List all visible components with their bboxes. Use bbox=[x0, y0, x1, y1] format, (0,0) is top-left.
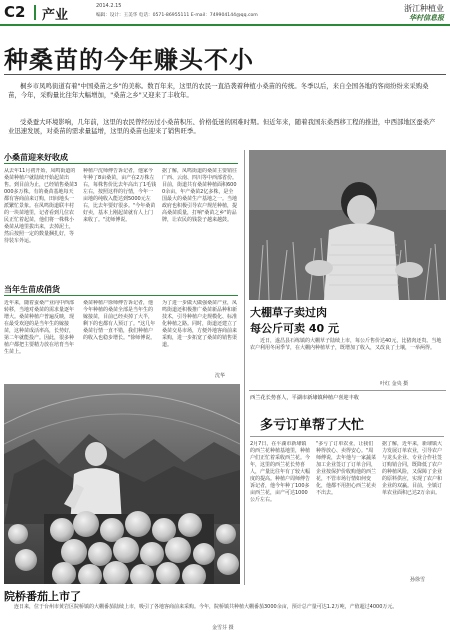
body-column-1: 从去年11月初开始，凤鸣街道的桑苗种植户就陆续开始起苗出售。到目前为止，已经销售桑苗3000多万株。有的桑苗基地每天都有客商前来订购，田间地头一派繁忙景象。在凤鸣街道联丰村的一块苗地里，记者看到几位农民正忙着起苗，他们将一株株小桑苗从地里拔出来，去掉泥土，然后按照一定的数量捆扎好，等待装车外运。 bbox=[4, 168, 78, 244]
subhead-1: 小桑苗迎来好收成 bbox=[4, 153, 68, 162]
lead-paragraph-1: 桐乡市凤鸣街道有着"中国桑苗之乡"的美称。数百年来，这里的农民一直沿袭着种植小桑苗的传统。冬季以后，来自全国各地的客商纷纷来采购桑苗，今年，采购量比往年大幅增加，"桑苗之乡"又迎来了丰收年。 bbox=[8, 82, 429, 99]
section-divider bbox=[34, 5, 36, 20]
headline-rule bbox=[4, 74, 446, 75]
grass-subheadline: 每公斤可卖 40 元 bbox=[250, 322, 339, 335]
order-headline: 多亏订单帮了大忙 bbox=[260, 418, 365, 433]
lead-paragraph-2: 受桑蚕大环境影响，几年前，这里的农民曾经历过小桑苗积压、价格低迷的困难时期。但近年来，随着我国东桑西移工程的推进，中西部地区蚕桑产业迅速发展，对桑苗的需求量猛增，这里的桑苗也迎来了销售旺季。 bbox=[8, 118, 436, 135]
body-column-4: 近年来，随着蚕桑产业向中西部转移，当地对桑苗的需求量逐年增大。桑苗种植户普遍反映，现在最受欢迎的是当年生的嫁接苗，这种苗成活率高，长势好，第二年就能投产。因此，很多种植户都把主要精力放在培育当年生苗上。 bbox=[4, 300, 75, 355]
grass-caption: 近日，遂昌县石练镇的大棚草子陆续上市，每公斤售价达40元，比猪肉还贵。当地农户利用冬闲季节，在大棚内种植草子，既增加了收入，又改良了土壤，一举两得。 bbox=[250, 338, 442, 351]
order-kicker: 西兰花长势喜人，平湖市新埭镇种植户喜迎丰收 bbox=[250, 395, 359, 401]
order-headline-rule bbox=[250, 436, 444, 437]
order-column-c: 据了解，近年来，新埭镇大力发展订单农业，引导农户与龙头企业、专业合作社签订购销合同，既降低了农户的种植风险，又保障了企业的原料供应，实现了农户和企业的双赢。目前，全镇订单农业面积已达2万余亩。 bbox=[382, 441, 443, 496]
grass-credit: 叶红 金央 摄 bbox=[380, 381, 409, 387]
grass-photo bbox=[249, 150, 446, 300]
order-column-a: 2月7日，在平湖市新埭镇的西兰花种植基地里，种植户们正忙着采收西兰花。今年，这里的西兰花长势喜人，产量比往年有了较大幅度的提高。种植户周师傅告诉记者，他今年种了100多亩西兰花，亩产可达1000公斤左右。 bbox=[250, 441, 310, 503]
main-headline: 种桑苗的今年赚头不小 bbox=[4, 46, 254, 74]
body-column-5: 桑苗种植户徐师傅告诉记者，他今年种植的桑苗全部是当年生的嫁接苗，目前已经卖掉了大半，剩下的也都有人预订了。"这几年桑苗行情一直不错，我们种植户的收入也稳步增长。"徐师傅说。 bbox=[83, 300, 156, 341]
paper-title: 浙江种植业 bbox=[404, 4, 444, 13]
right-section-rule bbox=[249, 390, 446, 391]
issue-date: 2014.2.15 bbox=[96, 3, 122, 9]
header-bar bbox=[0, 0, 450, 26]
editor-line: 编辑：设计：王美华 电话：0571-86955111 E-mail：749904144@qq.com bbox=[96, 13, 258, 18]
grass-image bbox=[249, 150, 446, 300]
order-byline: 孙徐雪 bbox=[410, 577, 426, 583]
order-column-b: "多亏了订单农业，让我们种得放心、卖得安心。"周师傅说，去年他与一家蔬菜加工企业签订了订单合同，企业按保护价收购他的西兰花，不管市场行情如何变化，他都不用担心西兰花卖不出去。 bbox=[316, 441, 376, 496]
subhead-2-rule bbox=[4, 295, 238, 296]
section-code: C2 bbox=[4, 3, 26, 21]
body-column-3: 据了解，凤鸣街道的桑苗主要销往广西、云南、四川等中西部省份。目前，街道共有桑苗种植面积6000余亩，年产桑苗2亿多株，是全国最大的桑苗生产基地之一。当地政府也积极引导农户规范种植，提高桑苗质量，打响"桑苗之乡"的品牌，让农民的钱袋子越来越鼓。 bbox=[162, 168, 238, 223]
grass-headline: 大棚草子卖过肉 bbox=[250, 306, 327, 319]
tomato-cluster bbox=[50, 511, 215, 584]
byline-main: 沈华 bbox=[215, 373, 226, 379]
subhead-2: 当年生苗成俏货 bbox=[4, 285, 60, 294]
photo-headline: 院桥番茄上市了 bbox=[4, 590, 81, 603]
header-rule bbox=[0, 24, 450, 26]
tomato-photo bbox=[4, 384, 240, 584]
body-column-2: 种植户沈师傅告诉记者，他家今年种了8亩桑苗，亩产在2万株左右，每株售价比去年高出了1毛钱左右，按照这样的行情，今年一亩地的纯收入能达到5000元左右，比去年要好很多。"今年桑苗好卖，基本上刚起苗就有人上门来收了。"沈师傅说。 bbox=[83, 168, 157, 223]
subhead-1-rule bbox=[4, 163, 238, 164]
column-divider bbox=[244, 150, 245, 585]
photo-credit: 金雪芬 摄 bbox=[212, 625, 234, 631]
body-column-6: 为了进一步做大做强桑苗产业，凤鸣街道还积极推广桑苗新品种和新技术，引导种植户走规模化、标准化种植之路。同时，街道还建立了桑苗交易市场，方便外地客商前来采购，进一步拓宽了桑苗的销售渠道。 bbox=[162, 300, 238, 348]
tomato-greenhouse-image bbox=[4, 384, 240, 584]
photo-caption-text: 连日来，位于台州市黄岩区院桥镇的大棚番茄陆续上市，吸引了各地客商前来采购。今年，院桥镇共种植大棚番茄3000余亩，预计总产量可达1.2万吨，产值超过4000万元。 bbox=[14, 604, 398, 610]
paper-logo: 华村信息报 bbox=[409, 14, 444, 22]
section-name: 产业 bbox=[42, 8, 69, 23]
